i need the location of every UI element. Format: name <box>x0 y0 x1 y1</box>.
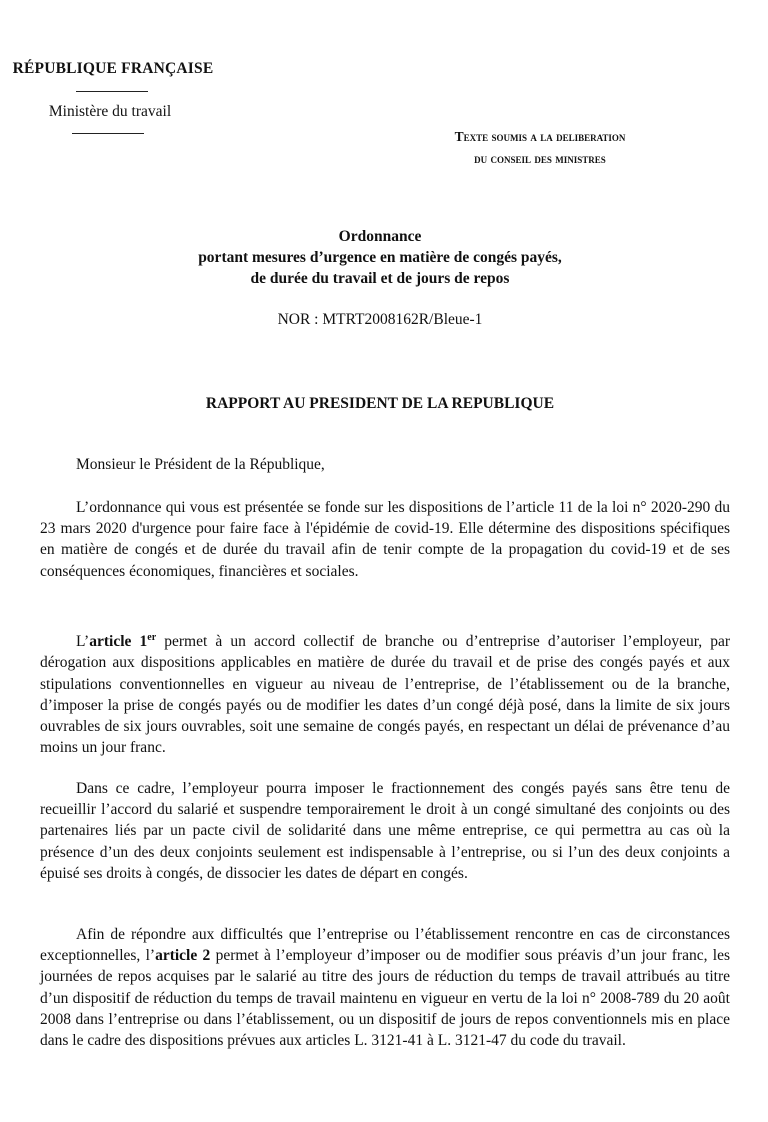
p2-pre: L’ <box>76 633 90 651</box>
article-1-ref <box>89 633 156 650</box>
p4-post: permet à l’employeur d’imposer ou de modifier sous préavis d’un jour franc, les journées de repos acquises par le salarié au titre des jours de réduction du temps de travail attribués au titre d’un dispositif de réduction du temps de travail maintenu en vigueur en vertu de la loi n° 2008-789 du 20 août 2008 dans l’entreprise ou dans l’établissement, ou un dispositif de jours de repos conventionnels mis en place dans le cadre des dispositions prévues aux articles L. 3121-41 à L. 3121-47 du code du travail. <box>40 947 730 1050</box>
paragraph-4-text <box>40 924 730 1051</box>
p2-post: permet à un accord collectif de branche ou d’entreprise d’autoriser l’employeur, par dérogation aux dispositions applicables en matière de durée du travail et de prise des congés payés et aux stipulations conventionnelles en vigueur au niveau de l’entreprise, de l’établissement ou de la branche, d’imposer la prise de congés payés ou de modifier les dates d’un congé déjà posé, dans la limite de six jours ouvrables de six jours ouvrables, soit une semaine de congés payés, en respectant un délai de prévenance d’au moins un jour franc. <box>40 633 731 757</box>
submission-line-1: Texte soumis a la deliberation <box>454 129 626 144</box>
paragraph-3-text: Dans ce cadre, l’employeur pourra imposer le fractionnement des congés payés sans être tenu de recueillir l’accord du salarié et suspendre temporairement le droit à un congé simultané des conjoints ou des partenaires liés par un pacte civil de solidarité dans une même entreprise, ce qui permettra au cas où la présence d’un des deux conjoints seulement est indispensable à l’entreprise, ou si l’un des deux conjoints a épuisé ses droits à congés, de dissocier les dates de départ en congés. <box>40 780 730 882</box>
paragraph-4 <box>40 924 730 1051</box>
ministry-name: Ministère du travail <box>48 103 172 120</box>
paragraph-3 <box>40 778 730 884</box>
title-line-2: portant mesures d’urgence en matière de congés payés, <box>198 249 562 266</box>
nor-reference: NOR : MTRT2008162R/Bleue-1 <box>277 311 483 328</box>
title-line-3: de durée du travail et de jours de repos <box>250 270 510 287</box>
paragraph-1-text: L’ordonnance qui vous est présentée se fonde sur les dispositions de l’article 11 de la loi n° 2020-290 du 23 mars 2020 d'urgence pour faire face à l'épidémie de covid-19. Elle détermine des dispositions spécifiques en matière de congés et de durée du travail afin de tenir compte de la propagation du covid-19 et de ses conséquences économiques, financières et sociales. <box>40 499 730 580</box>
paragraph-2-text <box>40 627 730 758</box>
republic-heading: RÉPUBLIQUE FRANÇAISE <box>12 60 214 77</box>
title-line-1: Ordonnance <box>338 228 422 245</box>
submission-line-2: du conseil des ministres <box>474 151 606 166</box>
salutation: Monsieur le Président de la République, <box>76 456 325 473</box>
article-2-ref: article 2 <box>155 947 211 965</box>
article-1-label: article 1 <box>89 633 148 651</box>
ordinance-title <box>100 226 660 289</box>
article-1-sup: er <box>147 632 157 643</box>
submission-notice <box>380 126 700 170</box>
p4-pre: Afin de répondre aux difficultés que l’entreprise ou l’établissement rencontre en cas de circonstances exceptionnelles, l’ <box>40 926 730 965</box>
divider <box>76 91 148 92</box>
paragraph-2 <box>40 627 730 758</box>
paragraph-1 <box>40 497 730 582</box>
report-heading: RAPPORT AU PRESIDENT DE LA REPUBLIQUE <box>205 395 555 412</box>
divider <box>72 133 144 134</box>
